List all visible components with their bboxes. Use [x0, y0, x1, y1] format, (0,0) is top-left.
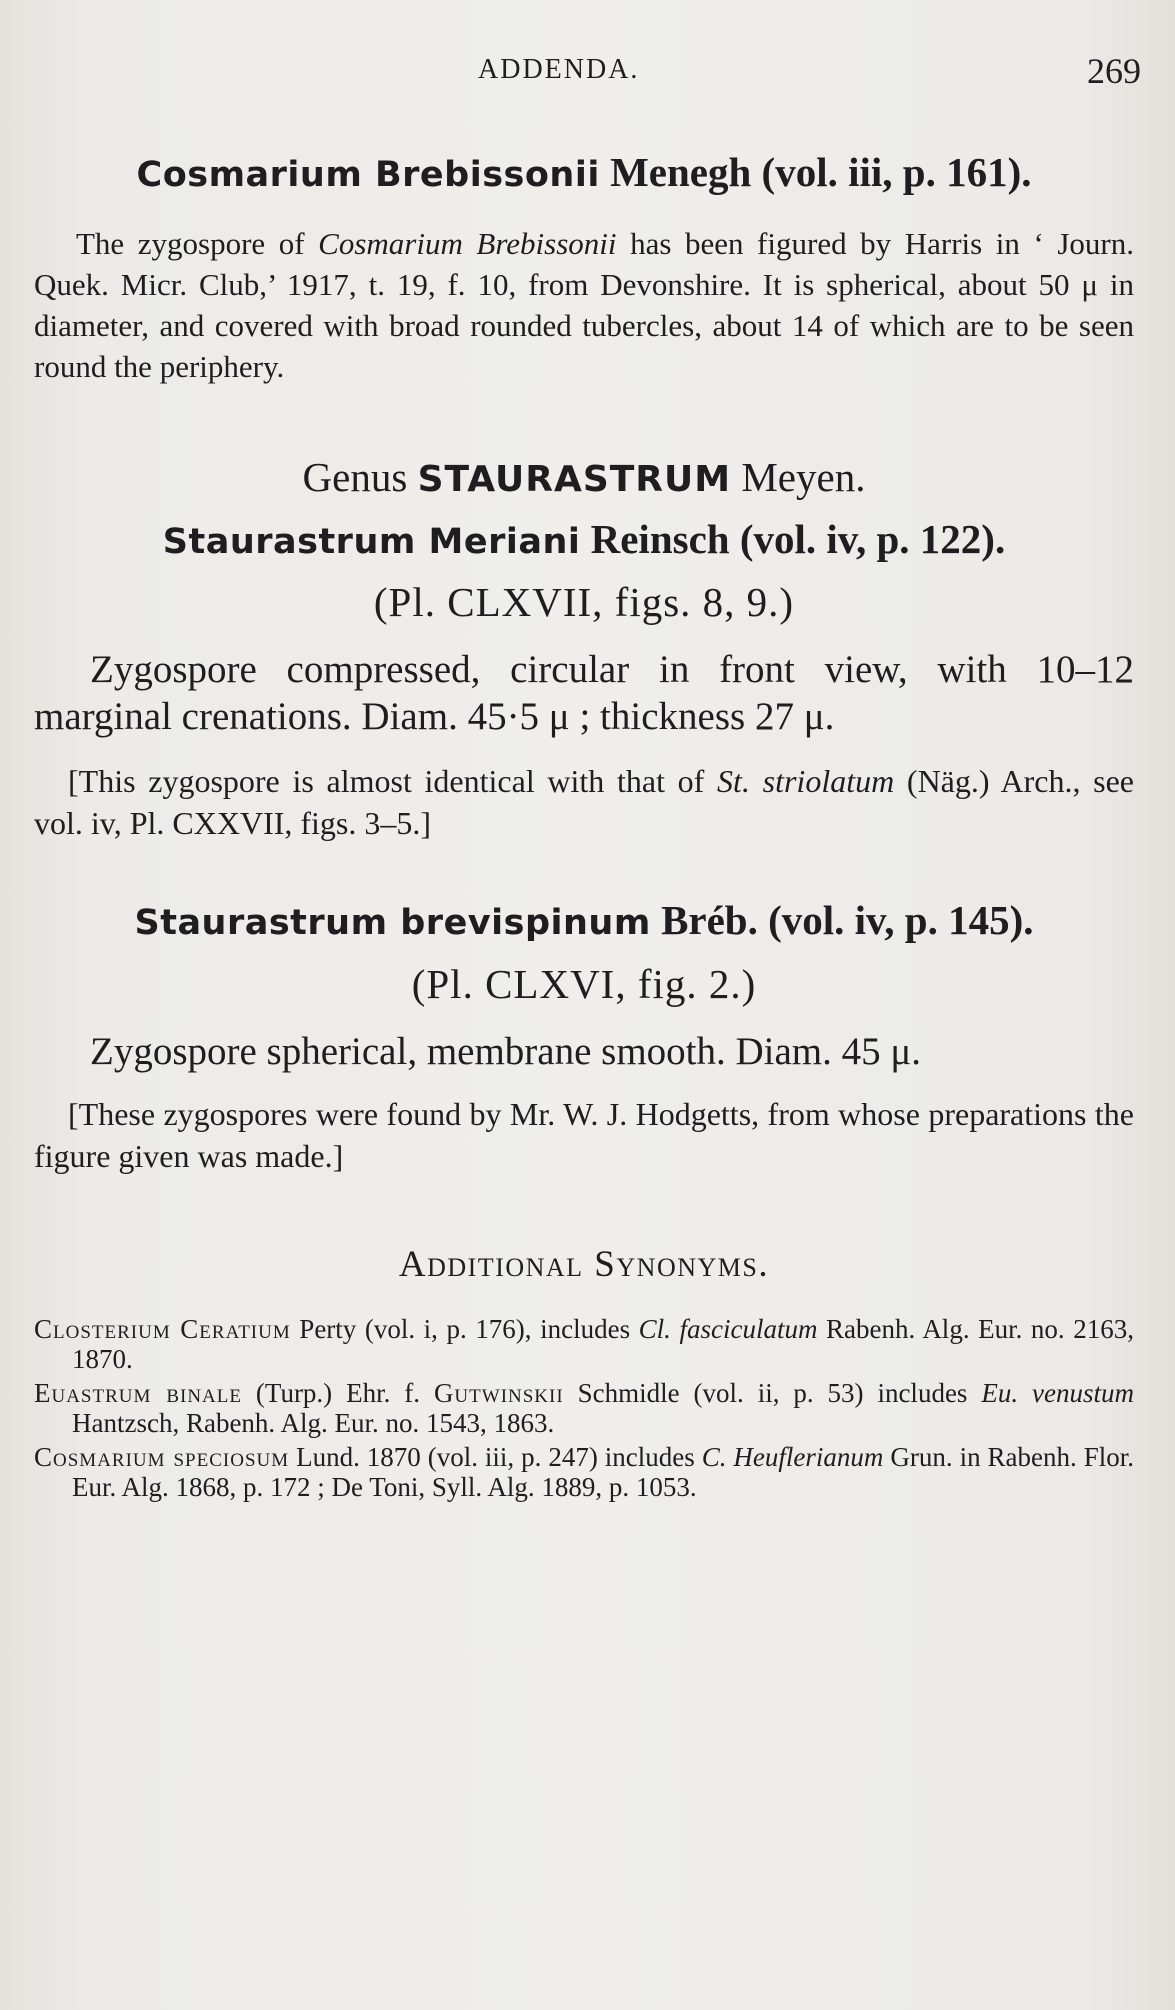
paragraph-text: has been figured by Harris in ‘ Journ. Quek. Micr. Club,’ 1917, t. 19, f. 10, from Devonshire. It is spherical, about 50 μ in diameter, and covered with broad rounded tubercles, about 14 of which are to be seen round the periphery. — [34, 226, 1134, 385]
plate-reference: (Pl. CLXVI, fig. 2.) — [411, 960, 757, 1007]
synonym-name: Closterium Ceratium — [34, 1313, 291, 1344]
synonyms-heading: Additional Synonyms. — [398, 1243, 770, 1285]
synonym-text: Lund. 1870 (vol. iii, p. 247) includes — [289, 1441, 702, 1472]
paragraph-italic-species: Cosmarium Brebissonii — [318, 226, 617, 262]
page-number: 269 — [1087, 51, 1141, 91]
synonym-text: Perty (vol. i, p. 176), includes — [290, 1313, 639, 1344]
synonym-italic: C. Heuflerianum — [701, 1441, 884, 1472]
synonym-variety: Gutwinskii — [433, 1377, 564, 1408]
synonym-item — [34, 1314, 1134, 1374]
genus-prefix: Genus — [302, 454, 408, 501]
synonym-name: Cosmarium speciosum — [34, 1441, 290, 1472]
synonym-text: Hantzsch, Rabenh. Alg. Eur. no. 1543, 1863. — [72, 1407, 555, 1438]
paragraph-text: The zygospore of — [76, 226, 319, 262]
entry-note-staurastrum-meriani — [34, 760, 1134, 844]
synonym-text: (Turp.) Ehr. f. — [241, 1377, 434, 1408]
synonym-italic: Cl. fasciculatum — [638, 1313, 818, 1344]
entry-heading-staurastrum-meriani — [34, 515, 1134, 564]
note-text: (Näg.) Arch., see vol. iv, Pl. CXXVII, figs. 3–5.] — [34, 763, 1135, 842]
entry-description-staurastrum-brevispinum: Zygospore spherical, membrane smooth. Diam. 45 μ. — [90, 1029, 922, 1073]
entry-heading-staurastrum-brevispinum — [34, 896, 1134, 945]
species-author-reference: Reinsch (vol. iv, p. 122). — [590, 516, 1006, 563]
entry-heading-cosmarium-brebissonii — [34, 148, 1134, 197]
species-author-reference: Menegh (vol. iii, p. 161). — [610, 149, 1032, 195]
note-italic-species: St. striolatum — [717, 763, 895, 800]
note-text: [This zygospore is almost identical with that of — [68, 763, 718, 800]
entry-note-staurastrum-brevispinum: [These zygospores were found by Mr. W. J. Hodgetts, from whose preparations the figure given was made.] — [34, 1095, 1134, 1174]
running-header — [0, 51, 1175, 94]
entry-description-staurastrum-meriani: Zygospore compressed, circular in front view, with 10–12 marginal crenations. Diam. 45·5 μ ; thickness 27 μ. — [34, 648, 1134, 739]
page-content — [34, 148, 1134, 1506]
synonym-name: Euastrum binale — [34, 1377, 242, 1408]
synonym-item — [34, 1378, 1134, 1438]
genus-heading — [34, 453, 1134, 501]
synonym-italic: Eu. venustum — [981, 1377, 1135, 1408]
species-author-reference: Bréb. (vol. iv, p. 145). — [661, 897, 1034, 944]
species-name: Staurastrum brevispinum — [134, 903, 651, 944]
entry-paragraph-cosmarium-brebissonii — [34, 223, 1134, 387]
plate-reference: (Pl. CLXVII, figs. 8, 9.) — [373, 579, 795, 626]
genus-author: Meyen. — [741, 454, 866, 501]
synonym-text: Grun. in Rabenh. Flor. Eur. Alg. 1868, p. 172 ; De Toni, Syll. Alg. 1889, p. 1053. — [72, 1441, 1134, 1502]
running-title: ADDENDA. — [478, 54, 640, 85]
synonym-text: Schmidle (vol. ii, p. 53) includes — [563, 1377, 982, 1408]
genus-name: STAURASTRUM — [417, 459, 732, 501]
synonym-item — [34, 1442, 1134, 1502]
synonym-text: Rabenh. Alg. Eur. no. 2163, 1870. — [72, 1313, 1134, 1374]
species-name: Staurastrum Meriani — [162, 522, 581, 563]
species-name: Cosmarium Brebissonii — [136, 155, 600, 195]
